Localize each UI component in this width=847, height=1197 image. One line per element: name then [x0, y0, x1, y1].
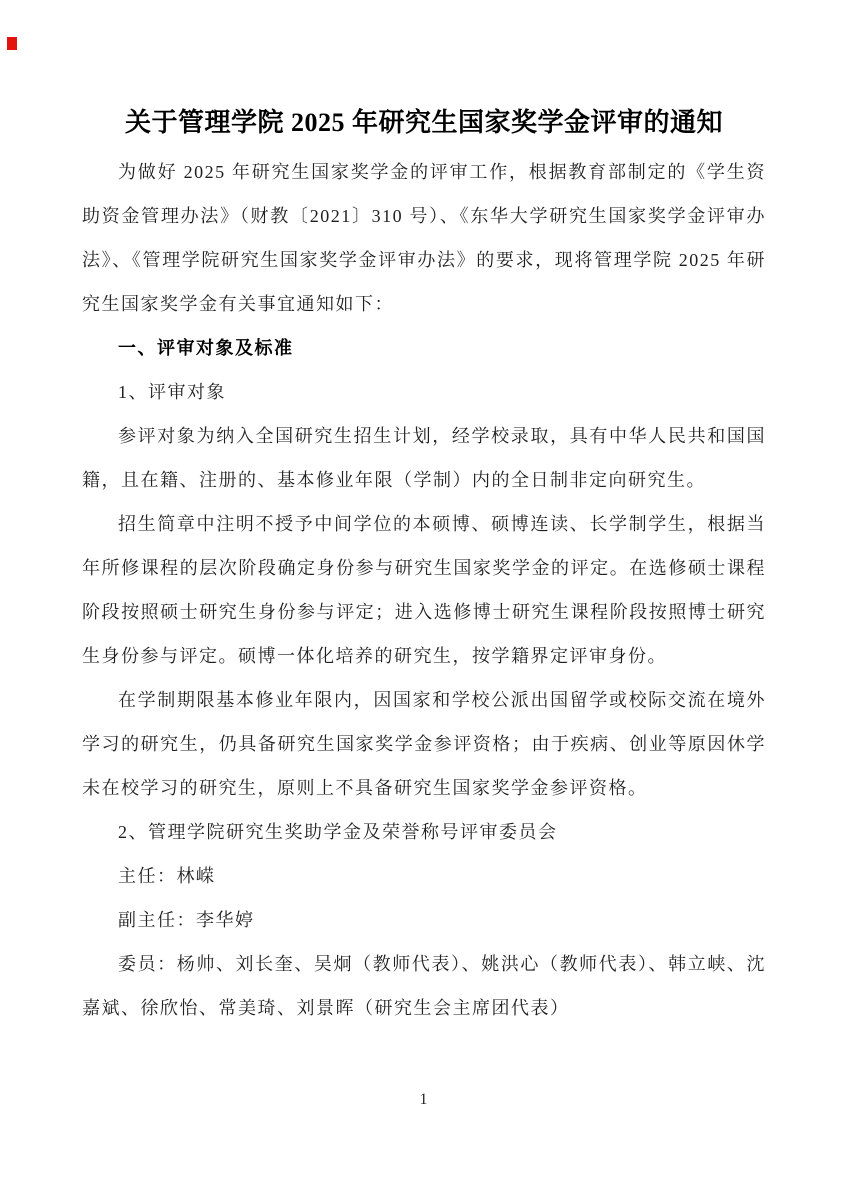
section-heading-1: 一、评审对象及标准 [118, 338, 294, 358]
committee-director: 主任：林嵘 [118, 866, 216, 886]
document-title: 关于管理学院 2025 年研究生国家奖学金评审的通知 [124, 108, 723, 137]
red-artifact-mark [7, 37, 17, 50]
committee-members: 委员：杨帅、刘长奎、吴炯（教师代表）、姚洪心（教师代表）、韩立峡、沈嘉斌、徐欣怡、常美琦、刘景晖（研究生会主席团代表） [82, 954, 766, 1018]
document-content [82, 0, 766, 1030]
subsection-heading-eval-target: 1、评审对象 [118, 382, 226, 402]
document-body [82, 150, 766, 1030]
paragraph-eligibility: 参评对象为纳入全国研究生招生计划，经学校录取，具有中华人民共和国国籍，且在籍、注册的、基本修业年限（学制）内的全日制非定向研究生。 [82, 426, 766, 490]
paragraph-abroad-and-leave: 在学制期限基本修业年限内，因国家和学校公派出国留学或校际交流在境外学习的研究生，仍具备研究生国家奖学金参评资格；由于疾病、创业等原因休学未在校学习的研究生，原则上不具备研究生国家奖学金参评资格。 [82, 690, 766, 798]
committee-deputy-director: 副主任：李华婷 [118, 910, 255, 930]
paragraph-program-identity: 招生简章中注明不授予中间学位的本硕博、硕博连读、长学制学生，根据当年所修课程的层次阶段确定身份参与研究生国家奖学金的评定。在选修硕士课程阶段按照硕士研究生身份参与评定；进入选修博士研究生课程阶段按照博士研究生身份参与评定。硕博一体化培养的研究生，按学籍界定评审身份。 [82, 514, 766, 666]
subsection-heading-committee: 2、管理学院研究生奖助学金及荣誉称号评审委员会 [118, 822, 558, 842]
page-number: 1 [419, 1091, 428, 1108]
paragraph-intro: 为做好 2025 年研究生国家奖学金的评审工作，根据教育部制定的《学生资助资金管理办法》（财教〔2021〕310 号）、《东华大学研究生国家奖学金评审办法》、《管理学院研究生国家奖学金评审办法》的要求，现将管理学院 2025 年研究生国家奖学金有关事宜通知如下： [82, 162, 766, 314]
